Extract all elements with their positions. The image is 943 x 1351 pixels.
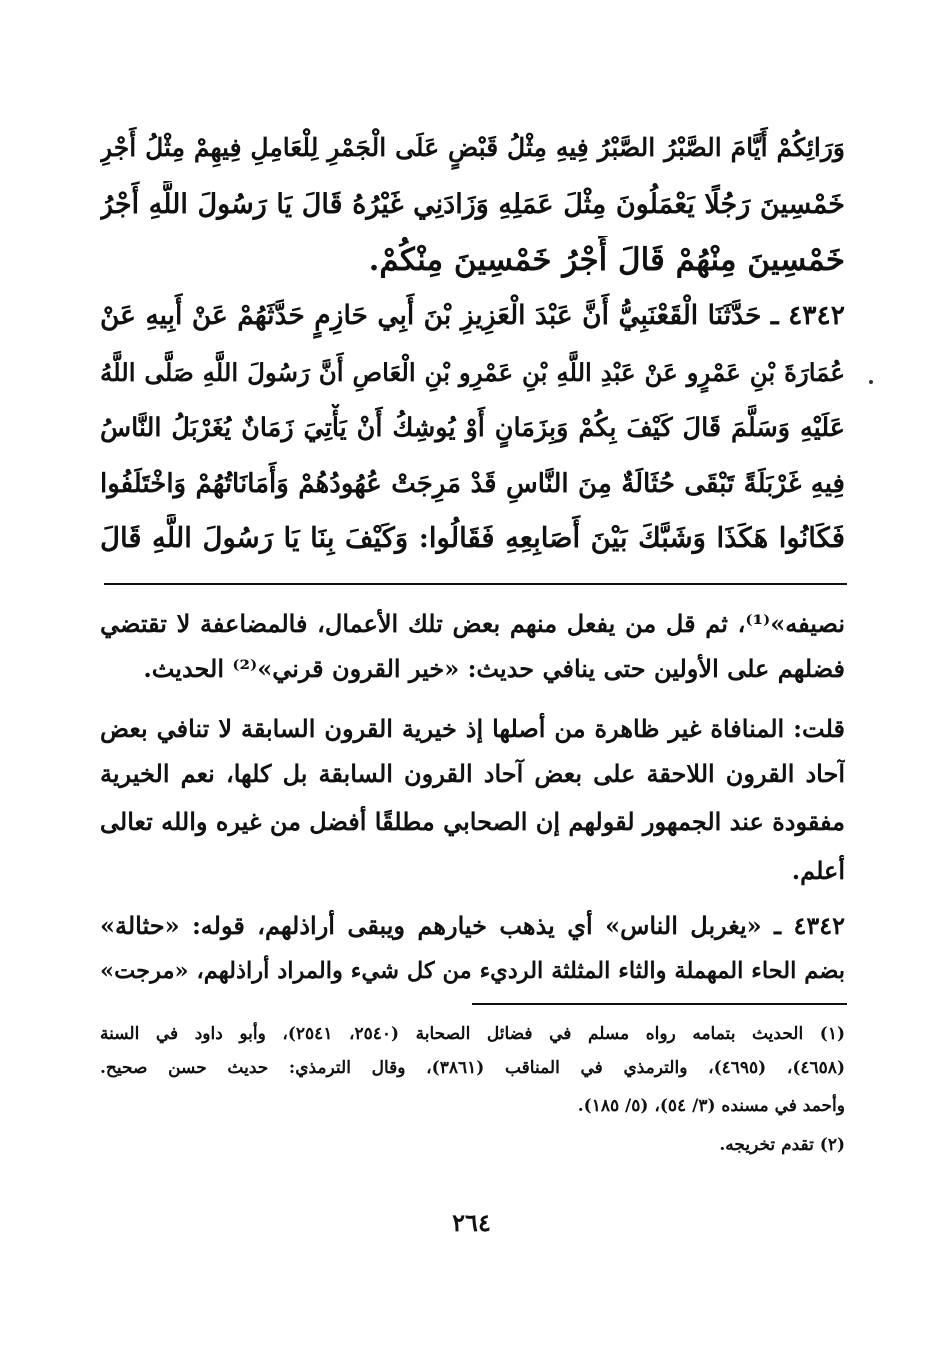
section-divider xyxy=(104,583,847,585)
footnote-divider xyxy=(472,1003,847,1005)
commentary-line: نصيفه»⁽¹⁾، ثم قل من يفعل منهم بعض تلك الأعمال، فالمضاعفة لا تقتضي xyxy=(100,609,845,638)
footnote-line: (٢) تقدم تخريجه. xyxy=(719,1135,845,1155)
hadith-line: عُمَارَةَ بْنِ عَمْرٍو عَنْ عَبْدِ اللَّهِ بْنِ عَمْرِو بْنِ الْعَاصِ أَنَّ رَسُولَ اللَّهِ صَلَّى اللَّهُ xyxy=(100,358,845,387)
hadith-line: فِيهِ غَرْبَلَةً تَبْقَى حُثَالَةٌ مِنَ النَّاسِ قَدْ مَرِجَتْ عُهُودُهُمْ وَأَمَانَاتُهُمْ وَاخْتَلَفُوا xyxy=(100,469,845,499)
commentary-line: ٤٣٤٢ ـ «يغربل الناس» أي يذهب خيارهم ويبقى أراذلهم، قوله: «حثالة» xyxy=(100,911,845,940)
commentary-line: فضلهم على الأولين حتى ينافي حديث: «خير القرون قرني»⁽²⁾ الحديث. xyxy=(143,654,845,683)
commentary-line: مفقودة عند الجمهور لقولهم إن الصحابي مطلقًا أفضل من غيره والله تعالى xyxy=(100,807,845,836)
commentary-line: قلت: المنافاة غير ظاهرة من أصلها إذ خيرية القرون السابقة لا تنافي بعض xyxy=(100,714,845,743)
footnote-line: وأحمد في مسنده (٣/ ٥٤)، (٥/ ١٨٥). xyxy=(577,1096,845,1116)
hadith-line: خَمْسِينَ رَجُلًا يَعْمَلُونَ مِثْلَ عَمَلِهِ وَزَادَنِي غَيْرُهُ قَالَ يَا رَسُولَ اللَّهِ أَجْرُ xyxy=(100,189,845,220)
page-number: ٢٦٤ xyxy=(452,1208,491,1237)
footnote-line: (٤٦٥٨)، (٤٦٩٥)، والترمذي في المناقب (٣٨٦١)، وقال الترمذي: حديث حسن صحيح. xyxy=(100,1058,845,1078)
commentary-line: أعلم. xyxy=(791,856,845,885)
hadith-line: ٤٣٤٢ ـ حَدَّثَنَا الْقَعْنَبِيُّ أَنَّ عَبْدَ الْعَزِيزِ بْنَ أَبِي حَازِمٍ حَدَّثَهُمْ عَنْ أَبِيهِ عَنْ xyxy=(100,300,845,331)
hadith-line: وَرَائِكُمْ أَيَّامَ الصَّبْرُ الصَّبْرُ فِيهِ مِثْلُ قَبْضٍ عَلَى الْجَمْرِ لِلْعَامِلِ فِيهِمْ مِثْلُ أَجْرِ xyxy=(100,133,845,162)
margin-dot xyxy=(869,380,873,384)
hadith-line: خَمْسِينَ مِنْهُمْ قَالَ أَجْرُ خَمْسِينَ مِنْكُمْ. xyxy=(368,242,845,278)
hadith-line: فَكَانُوا هَكَذَا وَشَبَّكَ بَيْنَ أَصَابِعِهِ فَقَالُوا: وَكَيْفَ بِنَا يَا رَسُولَ اللَّهِ قَالَ xyxy=(100,522,845,554)
commentary-line: بضم الحاء المهملة والثاء المثلثة الرديء من كل شيء والمراد أراذلهم، «مرجت» xyxy=(100,958,845,984)
hadith-line: عَلَيْهِ وَسَلَّمَ قَالَ كَيْفَ بِكُمْ وَبِزَمَانٍ أَوْ يُوشِكُ أَنْ يَأْتِيَ زَمَانٌ يُغَرْبَلُ النَّاسُ xyxy=(100,413,845,443)
footnote-line: (١) الحديث بتمامه رواه مسلم في فضائل الصحابة (٢٥٤٠، ٢٥٤١)، وأبو داود في السنة xyxy=(100,1024,845,1044)
commentary-line: آحاد القرون اللاحقة على بعض آحاد القرون السابقة بل كلها، نعم الخيرية xyxy=(100,759,845,788)
